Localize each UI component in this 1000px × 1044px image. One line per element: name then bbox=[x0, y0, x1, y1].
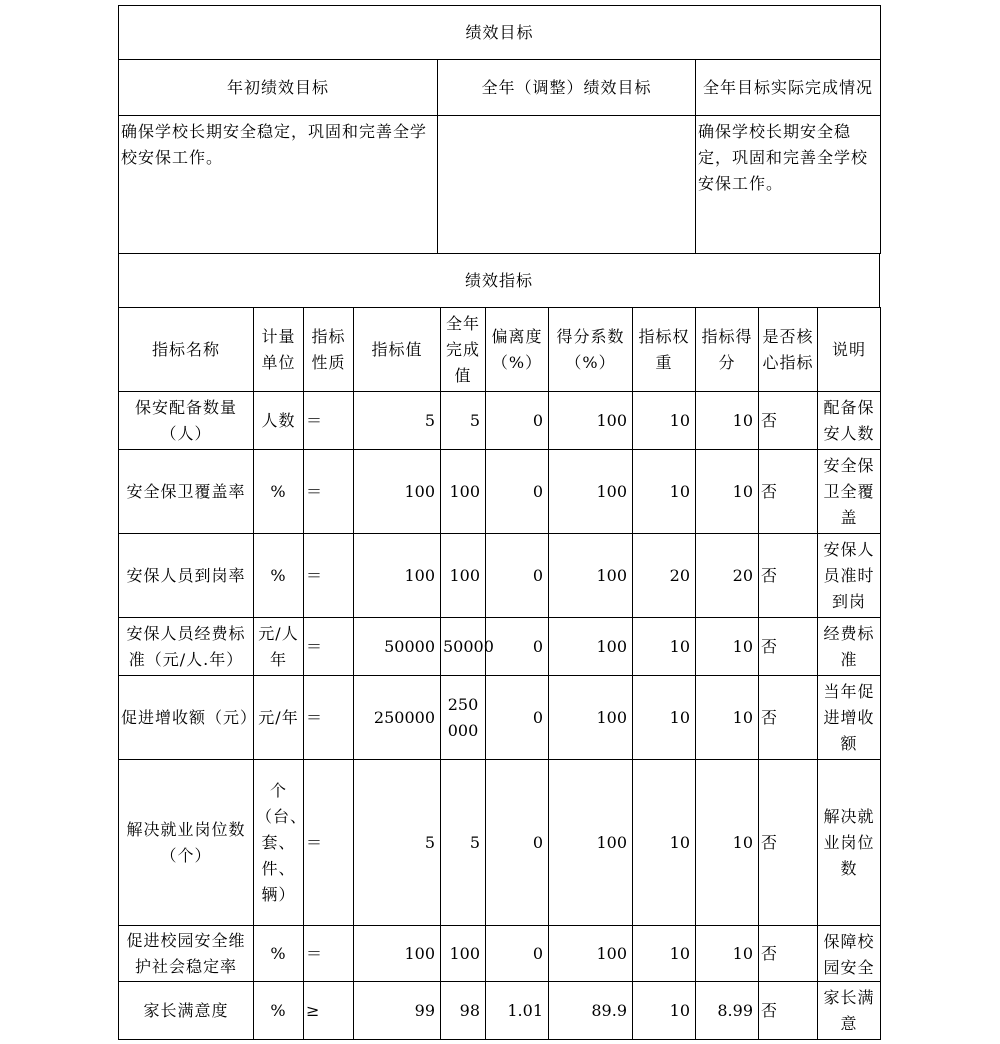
cell-nature: ＝ bbox=[304, 618, 354, 676]
header-nature: 指标性质 bbox=[304, 308, 354, 392]
cell-coefficient: 100 bbox=[549, 534, 633, 618]
cell-nature: ＝ bbox=[304, 450, 354, 534]
table-row bbox=[119, 392, 881, 450]
cell-nature: ＝ bbox=[304, 926, 354, 982]
cell-target: 50000 bbox=[354, 618, 441, 676]
cell-target: 100 bbox=[354, 926, 441, 982]
cell-score: 8.99 bbox=[696, 982, 759, 1040]
indicators-header-row bbox=[119, 308, 881, 392]
cell-coefficient: 100 bbox=[549, 392, 633, 450]
header-actual: 全年完成值 bbox=[441, 308, 486, 392]
cell-name: 家长满意度 bbox=[119, 982, 254, 1040]
cell-unit: % bbox=[254, 534, 304, 618]
goals-content-row bbox=[119, 116, 881, 254]
cell-target: 5 bbox=[354, 392, 441, 450]
cell-weight: 10 bbox=[633, 760, 696, 926]
cell-weight: 10 bbox=[633, 450, 696, 534]
cell-target: 5 bbox=[354, 760, 441, 926]
cell-deviation: 0 bbox=[486, 676, 549, 760]
cell-coefficient: 89.9 bbox=[549, 982, 633, 1040]
cell-weight: 20 bbox=[633, 534, 696, 618]
cell-target: 100 bbox=[354, 450, 441, 534]
cell-unit: 元/人年 bbox=[254, 618, 304, 676]
cell-actual: 5 bbox=[441, 760, 486, 926]
cell-actual: 50000 bbox=[441, 618, 486, 676]
cell-actual: 5 bbox=[441, 392, 486, 450]
header-core: 是否核心指标 bbox=[759, 308, 818, 392]
indicators-title-table bbox=[118, 253, 880, 308]
cell-actual: 250000 bbox=[441, 676, 486, 760]
cell-name: 促进增收额（元） bbox=[119, 676, 254, 760]
cell-unit: 人数 bbox=[254, 392, 304, 450]
cell-note: 解决就业岗位数 bbox=[818, 760, 881, 926]
cell-score: 20 bbox=[696, 534, 759, 618]
cell-note: 安全保卫全覆盖 bbox=[818, 450, 881, 534]
header-unit: 计量单位 bbox=[254, 308, 304, 392]
cell-name: 促进校园安全维护社会稳定率 bbox=[119, 926, 254, 982]
cell-name: 安保人员到岗率 bbox=[119, 534, 254, 618]
cell-deviation: 0 bbox=[486, 450, 549, 534]
cell-score: 10 bbox=[696, 676, 759, 760]
header-deviation: 偏离度（%） bbox=[486, 308, 549, 392]
cell-actual: 100 bbox=[441, 534, 486, 618]
goals-header-row bbox=[119, 60, 881, 116]
cell-score: 10 bbox=[696, 450, 759, 534]
cell-core: 否 bbox=[759, 982, 818, 1040]
cell-coefficient: 100 bbox=[549, 760, 633, 926]
goals-adjusted-text bbox=[438, 116, 696, 254]
cell-weight: 10 bbox=[633, 926, 696, 982]
goals-title-row bbox=[119, 6, 881, 60]
table-row bbox=[119, 450, 881, 534]
cell-unit: % bbox=[254, 450, 304, 534]
cell-score: 10 bbox=[696, 760, 759, 926]
cell-deviation: 0 bbox=[486, 392, 549, 450]
indicators-title: 绩效指标 bbox=[119, 254, 880, 308]
cell-note: 家长满意 bbox=[818, 982, 881, 1040]
table-row bbox=[119, 926, 881, 982]
cell-unit: 元/年 bbox=[254, 676, 304, 760]
table-row bbox=[119, 534, 881, 618]
cell-actual: 100 bbox=[441, 450, 486, 534]
cell-coefficient: 100 bbox=[549, 926, 633, 982]
cell-coefficient: 100 bbox=[549, 450, 633, 534]
cell-coefficient: 100 bbox=[549, 618, 633, 676]
cell-target: 100 bbox=[354, 534, 441, 618]
cell-unit: 个（台、套、件、辆） bbox=[254, 760, 304, 926]
goals-col-adjusted: 全年（调整）绩效目标 bbox=[438, 60, 696, 116]
cell-actual: 98 bbox=[441, 982, 486, 1040]
cell-core: 否 bbox=[759, 534, 818, 618]
cell-deviation: 0 bbox=[486, 618, 549, 676]
cell-core: 否 bbox=[759, 760, 818, 926]
cell-note: 配备保安人数 bbox=[818, 392, 881, 450]
cell-core: 否 bbox=[759, 392, 818, 450]
cell-nature: ＝ bbox=[304, 392, 354, 450]
cell-core: 否 bbox=[759, 926, 818, 982]
cell-nature: ≥ bbox=[304, 982, 354, 1040]
cell-score: 10 bbox=[696, 926, 759, 982]
goals-col-actual: 全年目标实际完成情况 bbox=[696, 60, 881, 116]
header-score: 指标得分 bbox=[696, 308, 759, 392]
cell-nature: ＝ bbox=[304, 760, 354, 926]
cell-actual: 100 bbox=[441, 926, 486, 982]
cell-name: 安保人员经费标准（元/人.年） bbox=[119, 618, 254, 676]
goals-title: 绩效目标 bbox=[119, 6, 881, 60]
indicators-table bbox=[118, 307, 881, 1040]
header-note: 说明 bbox=[818, 308, 881, 392]
cell-coefficient: 100 bbox=[549, 676, 633, 760]
cell-target: 250000 bbox=[354, 676, 441, 760]
header-target: 指标值 bbox=[354, 308, 441, 392]
goals-initial-text: 确保学校长期安全稳定，巩固和完善全学校安保工作。 bbox=[119, 116, 438, 254]
cell-note: 当年促进增收额 bbox=[818, 676, 881, 760]
cell-weight: 10 bbox=[633, 982, 696, 1040]
cell-note: 经费标准 bbox=[818, 618, 881, 676]
cell-weight: 10 bbox=[633, 676, 696, 760]
cell-name: 安全保卫覆盖率 bbox=[119, 450, 254, 534]
cell-deviation: 1.01 bbox=[486, 982, 549, 1040]
cell-note: 安保人员准时到岗 bbox=[818, 534, 881, 618]
cell-core: 否 bbox=[759, 618, 818, 676]
cell-target: 99 bbox=[354, 982, 441, 1040]
header-coefficient: 得分系数（%） bbox=[549, 308, 633, 392]
cell-core: 否 bbox=[759, 676, 818, 760]
table-row bbox=[119, 618, 881, 676]
cell-deviation: 0 bbox=[486, 760, 549, 926]
cell-core: 否 bbox=[759, 450, 818, 534]
cell-deviation: 0 bbox=[486, 534, 549, 618]
goals-col-initial: 年初绩效目标 bbox=[119, 60, 438, 116]
cell-unit: % bbox=[254, 926, 304, 982]
cell-score: 10 bbox=[696, 392, 759, 450]
cell-unit: % bbox=[254, 982, 304, 1040]
cell-nature: ＝ bbox=[304, 676, 354, 760]
table-row bbox=[119, 982, 881, 1040]
cell-note: 保障校园安全 bbox=[818, 926, 881, 982]
header-weight: 指标权重 bbox=[633, 308, 696, 392]
cell-weight: 10 bbox=[633, 618, 696, 676]
table-row bbox=[119, 760, 881, 926]
cell-nature: ＝ bbox=[304, 534, 354, 618]
goals-actual-text: 确保学校长期安全稳定，巩固和完善全学校安保工作。 bbox=[696, 116, 881, 254]
table-row bbox=[119, 676, 881, 760]
goals-table bbox=[118, 5, 881, 254]
cell-weight: 10 bbox=[633, 392, 696, 450]
cell-score: 10 bbox=[696, 618, 759, 676]
header-indicator-name: 指标名称 bbox=[119, 308, 254, 392]
cell-name: 保安配备数量（人） bbox=[119, 392, 254, 450]
cell-name: 解决就业岗位数（个） bbox=[119, 760, 254, 926]
cell-deviation: 0 bbox=[486, 926, 549, 982]
